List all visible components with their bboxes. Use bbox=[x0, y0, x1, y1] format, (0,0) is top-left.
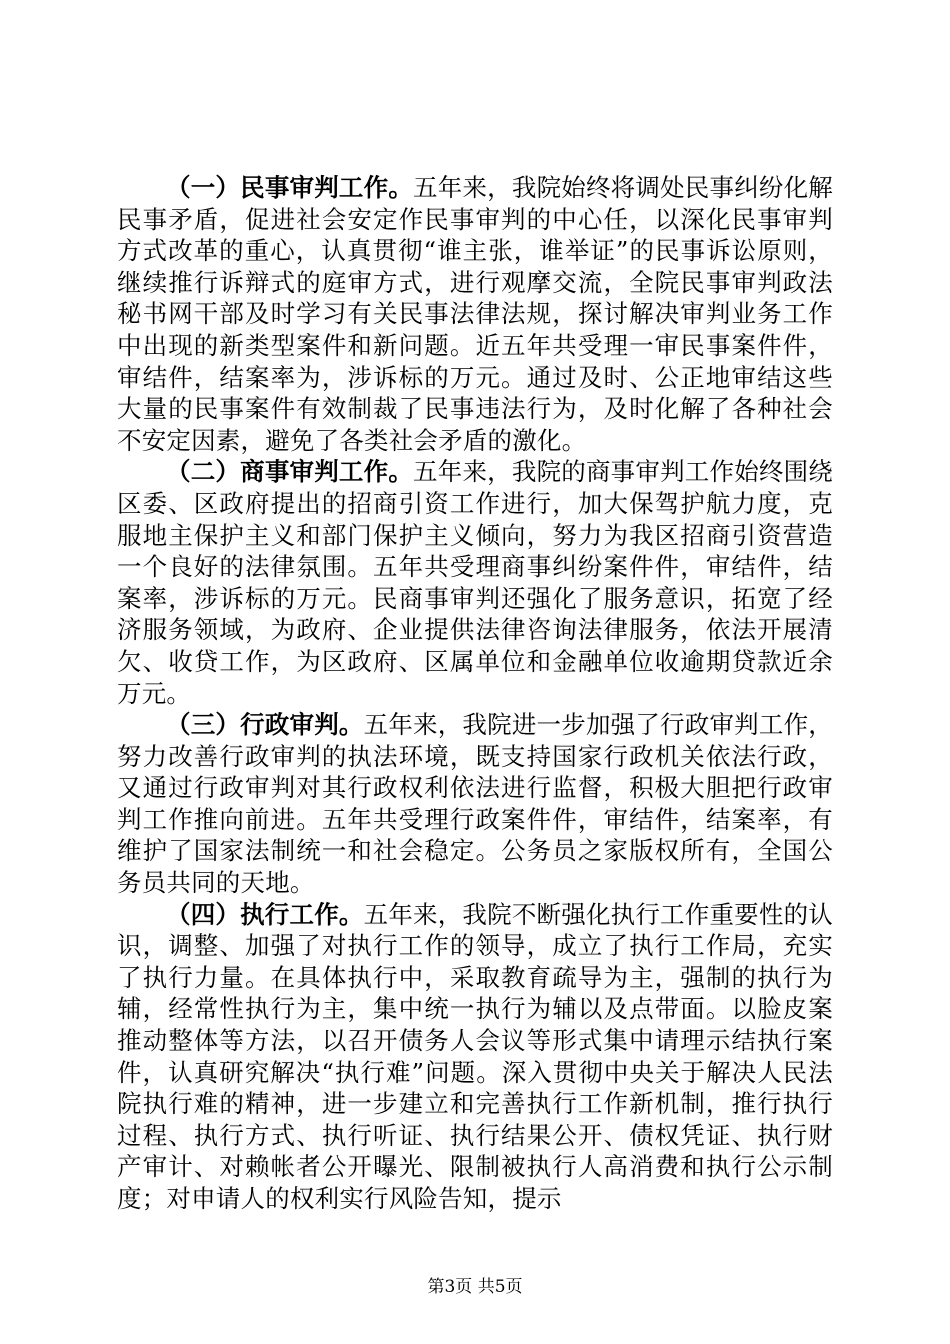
paragraph-commercial-trial bbox=[117, 456, 833, 709]
section-heading: （三）行政审判。 bbox=[166, 710, 364, 740]
section-heading: （四）执行工作。 bbox=[166, 899, 364, 929]
paragraph-administrative-trial bbox=[117, 709, 833, 899]
paragraph-civil-trial bbox=[117, 172, 833, 456]
paragraph-text: 五年来，我院的商事审判工作始终围绕区委、区政府提出的招商引资工作进行，加大保驾护航力度，克服地主保护主义和部门保护主义倾向，努力为我区招商引资营造一个良好的法律氛围。五年共受理商事纠纷案件件，审结件，结案率，涉诉标的万元。民商事审判还强化了服务意识，拓宽了经济服务领域，为政府、企业提供法律咨询法律服务，依法开展清欠、收贷工作，为区政府、区属单位和金融单位收逾期贷款近余万元。 bbox=[117, 457, 834, 708]
page-footer bbox=[0, 1276, 950, 1298]
paragraph-text: 五年来，我院不断强化执行工作重要性的认识，调整、加强了对执行工作的领导，成立了执行工作局，充实了执行力量。在具体执行中，采取教育疏导为主，强制的执行为辅，经常性执行为主，集中统一执行为辅以及点带面。以脸皮案推动整体等方法，以召开债务人会议等形式集中请理示结执行案件，认真研究解决“执行难”问题。深入贯彻中央关于解决人民法院执行难的精神，进一步建立和完善执行工作新机制，推行执行过程、执行方式、执行听证、执行结果公开、债权凭证、执行财产审计、对赖帐者公开曝光、限制被执行人高消费和执行公示制度；对申请人的权利实行风险告知，提示 bbox=[117, 899, 833, 1213]
section-heading: （二）商事审判工作。 bbox=[166, 457, 414, 487]
paragraph-text: 五年来，我院进一步加强了行政审判工作，努力改善行政审判的执法环境，既支持国家行政机关依法行政，又通过行政审判对其行政权利依法进行监督，积极大胆把行政审判工作推向前进。五年共受理行政案件件，审结件，结案率，有维护了国家法制统一和社会稳定。公务员之家版权所有，全国公务员共同的天地。 bbox=[117, 710, 833, 898]
document-body bbox=[117, 172, 833, 1215]
section-heading: （一）民事审判工作。 bbox=[166, 173, 414, 202]
paragraph-text: 五年来，我院始终将调处民事纠纷化解民事矛盾，促进社会安定作民事审判的中心任，以深化民事审判方式改革的重心，认真贯彻“谁主张，谁举证”的民事诉讼原则，继续推行诉辩式的庭审方式，进行观摩交流，全院民事审判政法秘书网干部及时学习有关民事法律法规，探讨解决审判业务工作中出现的新类型案件和新问题。近五年共受理一审民事案件件，审结件，结案率为，涉诉标的万元。通过及时、公正地审结这些大量的民事案件有效制裁了民事违法行为，及时化解了各种社会不安定因素，避免了各类社会矛盾的激化。 bbox=[117, 173, 834, 455]
page-number: 第3页 共5页 bbox=[427, 1277, 523, 1297]
paragraph-enforcement bbox=[117, 899, 833, 1215]
